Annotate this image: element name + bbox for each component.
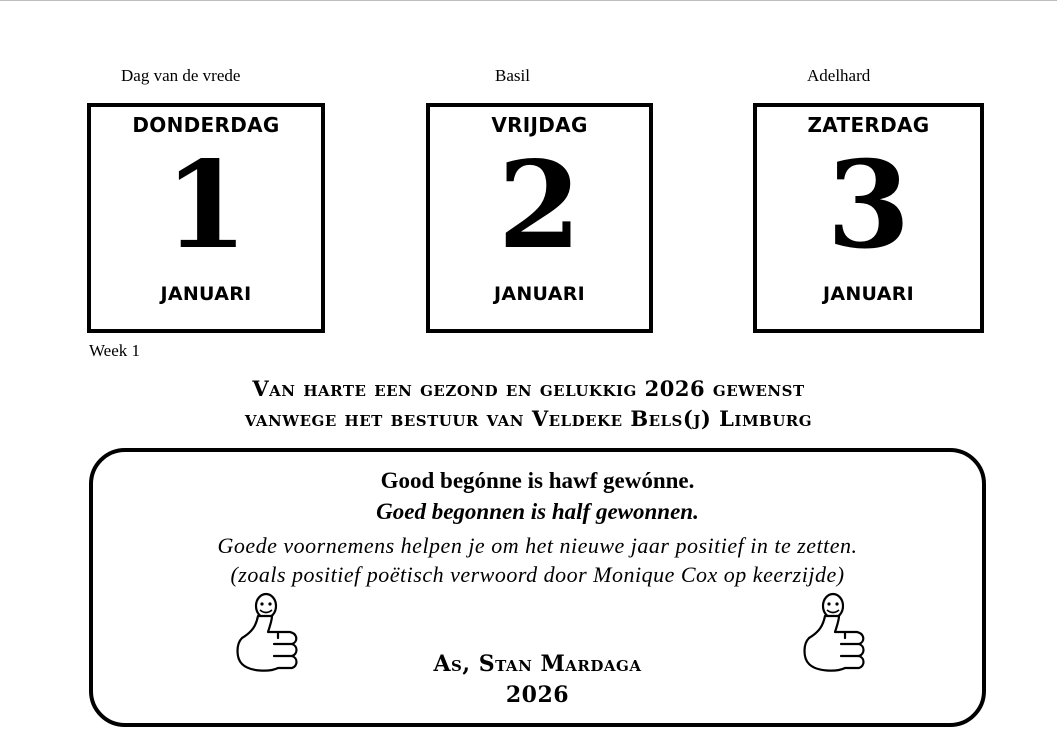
thumbs-up-icon [801,592,865,676]
name-day-3: Adelhard [807,66,871,85]
thumbs-up-icon [234,592,298,676]
month-label: JANUARI [493,283,586,305]
quote-explanation: Goede voornemens helpen je om het nieuwe jaar positief in te zetten. [217,533,858,558]
day-number: 2 [497,135,582,276]
week-label: Week 1 [89,341,141,360]
weekday-label: DONDERDAG [132,113,280,137]
name-day-1: Dag van de vrede [121,66,241,85]
month-label: JANUARI [160,283,252,305]
name-day-2: Basil [495,66,530,85]
greeting-line-2: vanwege het bestuur van Veldeke Bels(j) Limburg [244,406,813,431]
calendar-card-1 [87,103,325,333]
signature-name: As, Stan Mardaga [433,651,642,677]
signature-year: 2026 [505,682,570,708]
weekday-label: VRIJDAG [491,113,588,137]
day-number: 3 [826,135,911,276]
quote-dutch: Goed begonnen is half gewonnen. [376,499,699,524]
greeting-line-1: Van harte een gezond en gelukkig 2026 gewenst [252,376,805,401]
calendar-card-2 [426,103,653,333]
top-rule [0,0,1057,1]
calendar-card-3 [753,103,984,333]
month-label: JANUARI [822,283,915,305]
day-number: 1 [164,135,248,276]
quote-reference: (zoals positief poëtisch verwoord door Monique Cox op keerzijde) [230,562,845,587]
quote-dialect: Good begónne is hawf gewónne. [380,468,695,493]
quote-box [89,448,986,727]
weekday-label: ZATERDAG [807,113,930,137]
